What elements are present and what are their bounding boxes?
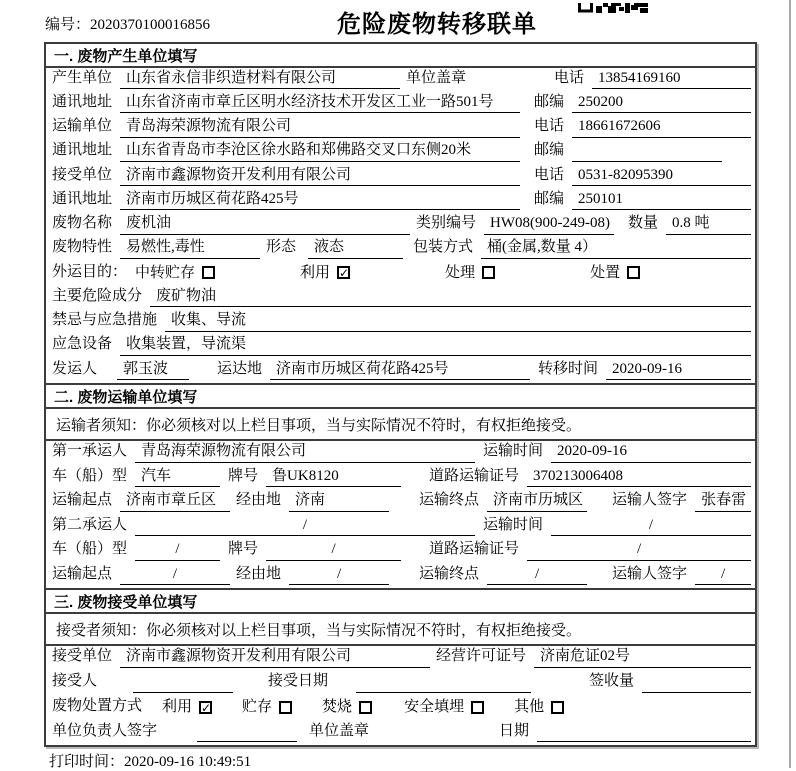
checkbox-disposal-utilize-group: [162, 699, 212, 718]
producer-unit-value: 山东省永信非织造材料有限公司: [120, 70, 400, 90]
serial-label: 编号：: [45, 17, 91, 33]
producer-phone-value: 13854169160: [592, 70, 751, 90]
emergency-measures-value: 收集、导流: [165, 312, 751, 332]
plate-no-label: 牌号: [228, 467, 259, 484]
via-2-value: /: [289, 566, 389, 586]
transport-postcode-label: 邮编: [534, 142, 565, 159]
quantity-value: 0.8 吨: [666, 215, 751, 235]
checkbox-treat-label: 处理: [445, 264, 476, 281]
plate-no-2-label: 牌号: [228, 541, 259, 557]
section-2: [46, 383, 755, 588]
transfer-purpose-label: 外运目的：: [52, 263, 128, 280]
first-carrier-label: 第一承运人: [52, 443, 128, 459]
form-row: [46, 515, 755, 540]
form-row: [46, 286, 755, 310]
form-row: [46, 141, 755, 165]
sign-date-value: [537, 739, 751, 742]
vehicle-type-value: 汽车: [135, 468, 220, 488]
terminal-label: 运输终点: [419, 492, 480, 508]
hazard-component-label: 主要危险成分: [52, 287, 143, 304]
transport-unit-label: 运输单位: [52, 118, 113, 135]
checkbox-disposal-incinerate[interactable]: [359, 701, 372, 714]
checkbox-disposal-landfill-group: [404, 699, 484, 718]
second-carrier-value: /: [135, 517, 475, 537]
section-3: [46, 588, 755, 745]
terminal-2-label: 运输终点: [419, 565, 480, 582]
qr-code-fragment-icon: [578, 0, 648, 18]
section-1-header: 一. 废物产生单位填写: [46, 44, 755, 68]
destination-value: 济南市历城区荷花路425号: [270, 361, 530, 381]
waste-property-label: 废物特性: [52, 239, 113, 256]
emergency-measures-label: 禁忌与应急措施: [52, 312, 158, 329]
checkbox-disposal-landfill-label: 安全填埋: [404, 698, 465, 715]
carrier-sign-2-label: 运输人签字: [612, 565, 688, 582]
checkbox-dispose-label: 处置: [590, 264, 621, 281]
checkbox-treat-group: [445, 265, 495, 284]
print-time-label: 打印时间：: [49, 754, 125, 770]
producer-address-value: 山东省济南市章丘区明水经济技术开发区工业一路501号: [120, 94, 520, 114]
road-permit-2-label: 道路运输证号: [429, 541, 520, 557]
responsible-sign-value: [197, 739, 297, 742]
transport-time-2-value: /: [551, 517, 751, 537]
form-row: [46, 441, 755, 466]
disposal-method-label: 废物处置方式: [52, 697, 143, 714]
checkbox-transit-storage[interactable]: [202, 266, 215, 279]
accept-date-label: 接受日期: [268, 673, 329, 689]
first-carrier-value: 青岛海荣源物流有限公司: [135, 443, 475, 463]
waste-property-value: 易燃性,毒性: [120, 239, 260, 259]
form-row: [46, 165, 755, 189]
receive-unit-value: 济南市鑫源物资开发利用有限公司: [120, 167, 520, 187]
producer-postcode-value: 250200: [572, 94, 751, 114]
transport-unit-value: 青岛海荣源物流有限公司: [120, 118, 520, 138]
checkbox-utilize-label: 利用: [300, 264, 331, 281]
producer-postcode-label: 邮编: [534, 93, 565, 110]
transport-address-label: 通讯地址: [52, 142, 113, 159]
vehicle-type-2-label: 车（船）型: [52, 541, 128, 557]
receive-address-label: 通讯地址: [52, 190, 113, 207]
destination-label: 运达地: [217, 360, 263, 377]
received-qty-value: [642, 690, 751, 693]
quantity-label: 数量: [628, 215, 659, 232]
sign-date-label: 日期: [499, 722, 530, 739]
checkbox-utilize-group: [300, 265, 350, 284]
form-state-label: 形态: [266, 239, 297, 256]
carrier-sign-value: 张春雷: [695, 492, 751, 512]
form-row: [46, 539, 755, 564]
vehicle-type-label: 车（船）型: [52, 467, 128, 484]
checkbox-treat[interactable]: [482, 266, 495, 279]
origin-label: 运输起点: [52, 492, 113, 508]
producer-phone-label: 电话: [554, 69, 585, 86]
producer-unit-label: 产生单位: [52, 69, 113, 86]
checkbox-disposal-store-label: 贮存: [242, 698, 273, 715]
form-row: [46, 310, 755, 334]
form-row: [46, 68, 755, 92]
packaging-label: 包装方式: [413, 239, 474, 256]
transport-time-value: 2020-09-16: [551, 443, 751, 463]
form-row: [46, 671, 755, 696]
checkbox-disposal-landfill[interactable]: [471, 701, 484, 714]
checkbox-disposal-utilize[interactable]: ✓: [201, 700, 212, 715]
road-permit-label: 道路运输证号: [429, 467, 520, 484]
transport-phone-label: 电话: [534, 118, 565, 135]
form-table: [44, 42, 757, 747]
checkbox-disposal-incinerate-label: 焚烧: [322, 698, 353, 715]
checkbox-dispose-group: [590, 265, 640, 284]
checkbox-disposal-store-group: [242, 699, 292, 718]
vehicle-type-2-value: /: [135, 541, 220, 561]
road-permit-value: 370213006408: [527, 468, 751, 488]
origin-2-value: /: [120, 566, 230, 586]
unit-seal-label: 单位盖章: [406, 69, 467, 86]
form-row: [46, 466, 755, 491]
carrier-sign-2-value: /: [695, 566, 751, 586]
license-no-value: 济南危证02号: [534, 648, 751, 668]
checkbox-disposal-other[interactable]: [551, 701, 564, 714]
acceptor-person-value: [133, 690, 233, 693]
transfer-date-label: 转移时间: [538, 360, 599, 377]
serial-number: [45, 13, 210, 34]
terminal-value: 济南市历城区: [487, 492, 587, 512]
form-row: [46, 646, 755, 671]
form-row: [46, 92, 755, 116]
hazard-component-value: 废矿物油: [150, 288, 751, 308]
via-label: 经由地: [236, 492, 282, 508]
form-row: [46, 720, 755, 745]
section-2-notice: 运输者须知：你必须核对以上栏目事项，当与实际情况不符时，有权拒绝接受。: [46, 409, 755, 441]
checkbox-disposal-store[interactable]: [279, 701, 292, 714]
form-row: [46, 359, 755, 383]
acceptor-person-label: 接受人: [52, 673, 98, 689]
waste-name-label: 废物名称: [52, 215, 113, 232]
checkbox-disposal-other-label: 其他: [514, 698, 545, 715]
section-2-header: 二. 废物运输单位填写: [46, 383, 755, 409]
checkbox-transit-storage-group: [135, 265, 215, 284]
form-row: [46, 238, 755, 262]
second-carrier-label: 第二承运人: [52, 516, 128, 533]
section-1: [46, 44, 755, 383]
category-code-value: HW08(900-249-08): [484, 215, 614, 235]
form-row: [46, 262, 755, 286]
terminal-2-value: /: [487, 566, 587, 586]
plate-no-2-value: /: [266, 541, 401, 561]
plate-no-value: 鲁UK8120: [266, 468, 401, 488]
receive-postcode-label: 邮编: [534, 190, 565, 207]
unit-seal-label-2: 单位盖章: [309, 722, 370, 739]
consignor-label: 发运人: [52, 360, 98, 377]
receive-phone-label: 电话: [534, 166, 565, 183]
form-row: [46, 490, 755, 515]
transport-time-label: 运输时间: [483, 443, 544, 459]
receive-unit-label: 接受单位: [52, 166, 113, 183]
checkbox-transit-storage-label: 中转贮存: [135, 264, 196, 281]
form-row: [46, 213, 755, 237]
transport-address-value: 山东省青岛市李沧区徐水路和郑佛路交叉口东侧20米: [120, 142, 520, 162]
producer-address-label: 通讯地址: [52, 93, 113, 110]
checkbox-disposal-incinerate-group: [322, 699, 372, 718]
acceptor-unit-value: 济南市鑫源物资开发利用有限公司: [120, 648, 430, 668]
checkbox-disposal-utilize-label: 利用: [162, 698, 193, 715]
origin-2-label: 运输起点: [52, 565, 113, 582]
serial-value: 2020370100016856: [90, 17, 211, 33]
via-2-label: 经由地: [236, 565, 282, 582]
transfer-date-value: 2020-09-16: [606, 361, 751, 381]
received-qty-label: 签收量: [589, 673, 635, 689]
origin-value: 济南市章丘区: [120, 492, 230, 512]
via-value: 济南: [289, 492, 389, 512]
page-edge-line: [789, 0, 791, 768]
packaging-value: 桶(金属,数量 4）: [481, 239, 751, 259]
transport-postcode-value: [572, 159, 722, 162]
form-state-value: 液态: [308, 239, 403, 259]
section-3-notice: 接受者须知：你必须核对以上栏目事项，当与实际情况不符时，有权拒绝接受。: [46, 614, 755, 646]
checkbox-disposal-other-group: [514, 699, 564, 718]
receive-postcode-value: 250101: [572, 191, 751, 211]
accept-date-value: [356, 690, 531, 693]
section-3-header: 三. 废物接受单位填写: [46, 588, 755, 614]
form-row: [46, 116, 755, 140]
category-code-label: 类别编号: [416, 215, 477, 232]
road-permit-2-value: /: [527, 541, 751, 561]
checkbox-utilize[interactable]: ✓: [339, 266, 350, 281]
license-no-label: 经营许可证号: [436, 648, 527, 665]
emergency-equipment-value: 收集装置，导流渠: [120, 336, 751, 356]
form-row: [46, 189, 755, 213]
receive-phone-value: 0531-82095390: [572, 167, 751, 187]
emergency-equipment-label: 应急设备: [52, 336, 113, 353]
checkbox-dispose[interactable]: [627, 266, 640, 279]
carrier-sign-label: 运输人签字: [612, 492, 688, 508]
acceptor-unit-label: 接受单位: [52, 648, 113, 665]
transport-phone-value: 18661672606: [572, 118, 751, 138]
receive-address-value: 济南市历城区荷花路425号: [120, 191, 520, 211]
page-title: 危险废物转移联单: [337, 11, 537, 38]
form-row: [46, 564, 755, 589]
transport-time-2-label: 运输时间: [483, 516, 544, 533]
consignor-value: 郭玉波: [117, 361, 189, 381]
responsible-sign-label: 单位负责人签字: [52, 722, 158, 739]
waste-name-value: 废机油: [120, 215, 410, 235]
form-row: [46, 335, 755, 359]
form-row: [46, 696, 755, 721]
print-time-value: 2020-09-16 10:49:51: [124, 754, 252, 770]
